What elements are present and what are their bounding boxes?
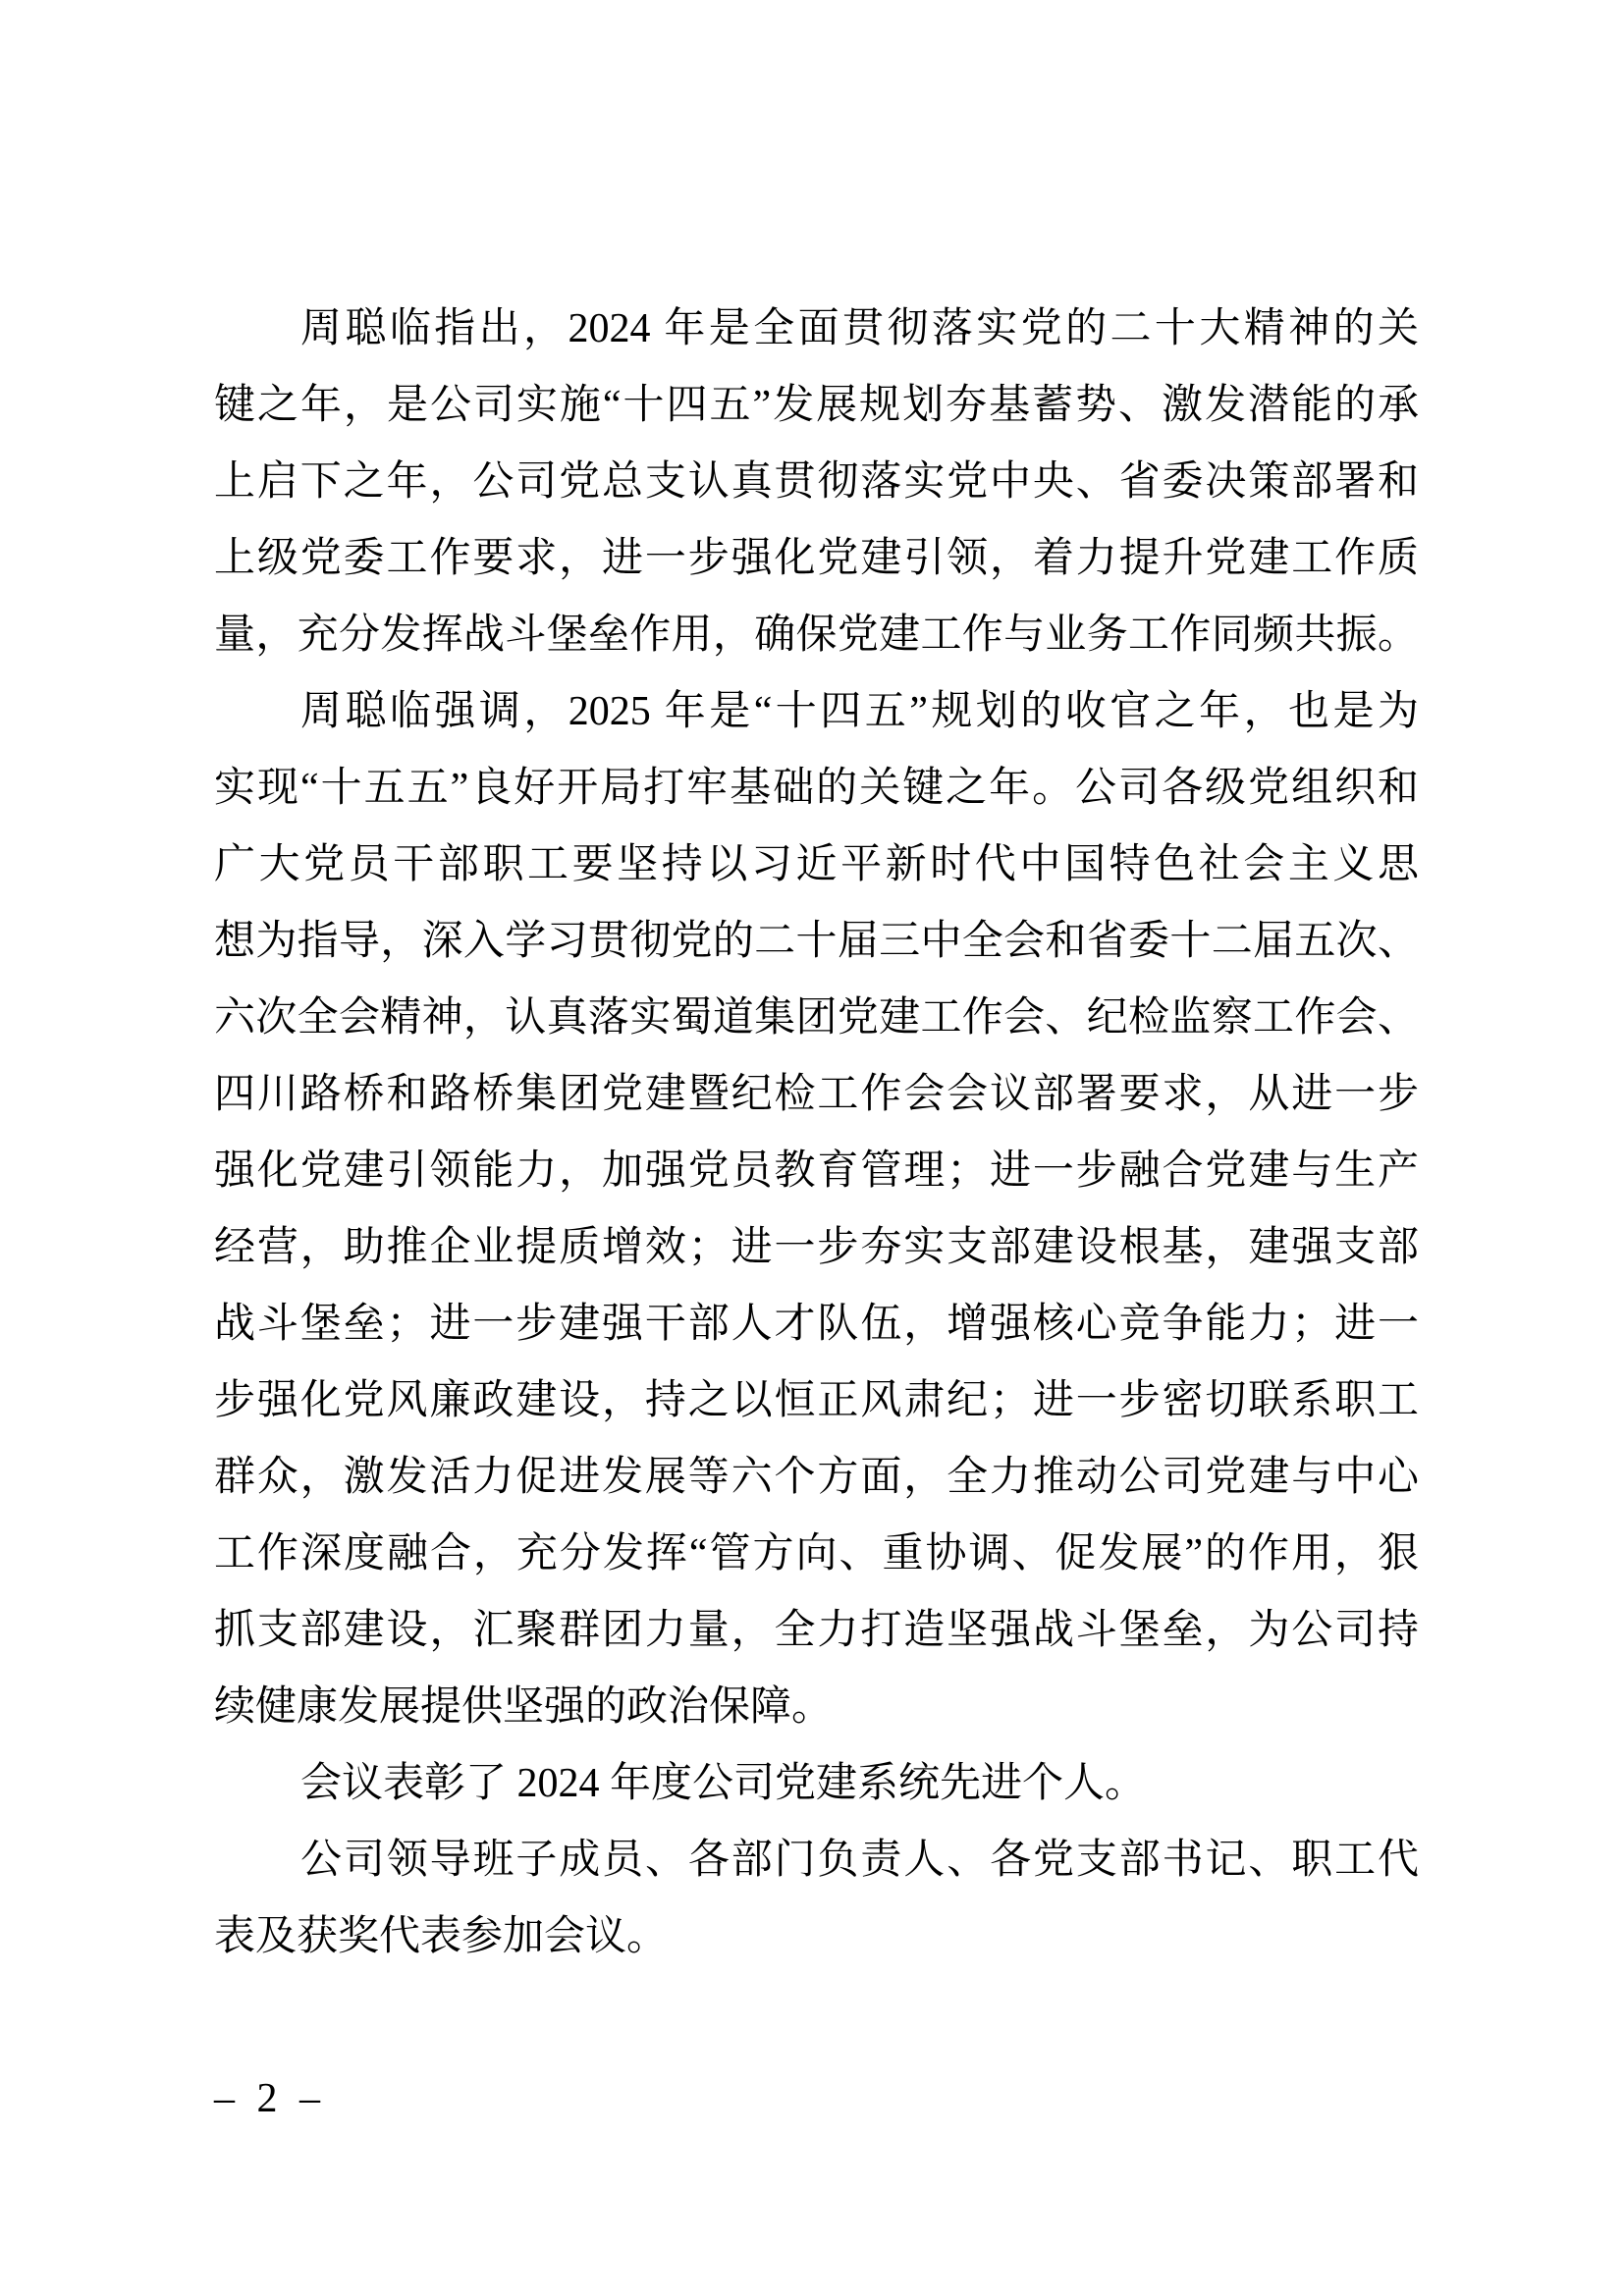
text-line: 工作深度融合，充分发挥“管方向、重协调、促发展”的作用，狠 [214, 1531, 1419, 1576]
text-line: 六次全会精神，认真落实蜀道集团党建工作会、纪检监察工作会、 [214, 995, 1419, 1041]
document-body [214, 291, 1419, 1975]
text-line: 上启下之年，公司党总支认真贯彻落实党中央、省委决策部署和 [214, 459, 1419, 505]
text-line: 会议表彰了 2024 年度公司党建系统先进个人。 [300, 1761, 1147, 1806]
text-line: 公司领导班子成员、各部门负责人、各党支部书记、职工代 [300, 1838, 1419, 1883]
text-line: 战斗堡垒；进一步建强干部人才队伍，增强核心竞争能力；进一 [214, 1302, 1419, 1347]
text-line: 广大党员干部职工要坚持以习近平新时代中国特色社会主义思 [214, 842, 1419, 887]
text-line: 周聪临强调，2025 年是“十四五”规划的收官之年，也是为 [300, 689, 1419, 734]
text-line: 上级党委工作要求，进一步强化党建引领，着力提升党建工作质 [214, 536, 1419, 581]
text-line: 步强化党风廉政建设，持之以恒正风肃纪；进一步密切联系职工 [214, 1378, 1419, 1423]
text-line: 键之年，是公司实施“十四五”发展规划夯基蓄势、激发潜能的承 [214, 383, 1419, 428]
page-number: – 2 – [214, 2076, 326, 2121]
text-line: 想为指导，深入学习贯彻党的二十届三中全会和省委十二届五次、 [214, 919, 1419, 964]
text-line: 抓支部建设，汇聚群团力量，全力打造坚强战斗堡垒，为公司持 [214, 1608, 1419, 1653]
text-line: 强化党建引领能力，加强党员教育管理；进一步融合党建与生产 [214, 1148, 1419, 1194]
text-line: 四川路桥和路桥集团党建暨纪检工作会会议部署要求，从进一步 [214, 1072, 1419, 1117]
text-line: 表及获奖代表参加会议。 [214, 1914, 669, 1959]
text-line: 经营，助推企业提质增效；进一步夯实支部建设根基，建强支部 [214, 1225, 1419, 1270]
text-line: 群众，激发活力促进发展等六个方面，全力推动公司党建与中心 [214, 1455, 1419, 1500]
text-line: 量，充分发挥战斗堡垒作用，确保党建工作与业务工作同频共振。 [214, 613, 1419, 658]
text-line: 续健康发展提供坚强的政治保障。 [214, 1684, 834, 1730]
text-line: 实现“十五五”良好开局打牢基础的关键之年。公司各级党组织和 [214, 766, 1419, 811]
text-line: 周聪临指出，2024 年是全面贯彻落实党的二十大精神的关 [300, 306, 1419, 351]
